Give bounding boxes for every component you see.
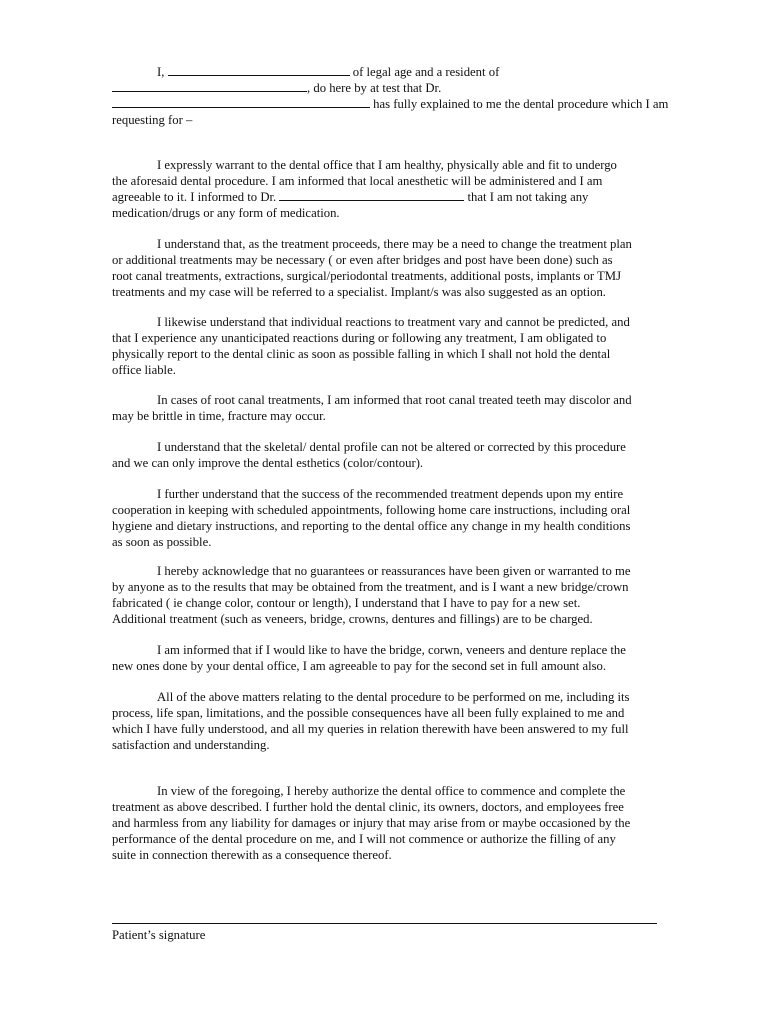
paragraph-text: I am informed that if I would like to have the bridge, corwn, veneers and denture replace the [157, 643, 626, 657]
paragraph-line [112, 268, 672, 284]
paragraph-text: medication/drugs or any form of medication. [112, 206, 340, 220]
intro-line-1 [112, 64, 672, 80]
paragraph-text: suite in connection therewith as a consequence thereof. [112, 848, 392, 862]
intro-line-2 [112, 80, 672, 96]
intro-text: has fully explained to me the dental procedure which I am [370, 97, 669, 111]
residence-blank[interactable] [112, 80, 307, 92]
intro-text: of legal age and a resident of [349, 65, 500, 79]
paragraph-text: cooperation in keeping with scheduled appointments, following home care instructions, including oral [112, 503, 631, 517]
paragraph-line [112, 236, 672, 252]
paragraph-text: or additional treatments may be necessary ( or even after bridges and post have been done) such as [112, 253, 613, 267]
paragraph-text: I expressly warrant to the dental office that I am healthy, physically able and fit to undergo [157, 158, 617, 172]
paragraph-line [112, 689, 672, 705]
paragraph-line [112, 502, 672, 518]
paragraph-line [112, 815, 672, 831]
paragraph-line [112, 284, 672, 300]
paragraph-text: the aforesaid dental procedure. I am informed that local anesthetic will be administered and I am [112, 174, 603, 188]
paragraph-line [112, 658, 672, 674]
paragraph-line [112, 563, 672, 579]
paragraph-line [112, 799, 672, 815]
intro-text: , do here by at test that Dr. [307, 81, 442, 95]
paragraph-text: performance of the dental procedure on me, and I will not commence or authorize the filling of any [112, 832, 616, 846]
paragraph-line [112, 518, 672, 534]
paragraph-text: fabricated ( ie change color, contour or length), I understand that I have to pay for a new set. [112, 596, 581, 610]
paragraph-text: may be brittle in time, fracture may occur. [112, 409, 326, 423]
paragraph-text: physically report to the dental clinic as soon as possible falling in which I shall not hold the dental [112, 347, 611, 361]
paragraph-line [112, 737, 672, 753]
intro-line-3 [112, 96, 672, 112]
paragraph-text: All of the above matters relating to the dental procedure to be performed on me, including its [157, 690, 630, 704]
paragraph-line [112, 783, 672, 799]
paragraph-line [112, 721, 672, 737]
patient-name-blank[interactable] [168, 64, 350, 76]
paragraph-text: Additional treatment (such as veneers, bridge, crowns, dentures and fillings) are to be charged. [112, 612, 593, 626]
paragraph-text: I understand that, as the treatment proceeds, there may be a need to change the treatment plan [157, 237, 632, 251]
signature-line[interactable] [112, 923, 657, 924]
paragraph-text: that I experience any unanticipated reactions during or following any treatment, I am obligated to [112, 331, 607, 345]
paragraph-text: that I am not taking any [464, 190, 589, 204]
informed-doctor-blank[interactable] [279, 189, 464, 201]
paragraph-text: satisfaction and understanding. [112, 738, 270, 752]
paragraph-text: by anyone as to the results that may be obtained from the treatment, and is I want a new bridge/crown [112, 580, 629, 594]
paragraph-text: root canal treatments, extractions, surgical/periodontal treatments, additional posts, implants or TMJ [112, 269, 622, 283]
paragraph-line [112, 189, 672, 205]
paragraph-line [112, 642, 672, 658]
paragraph-text: process, life span, limitations, and the possible consequences have all been fully explained to me and [112, 706, 625, 720]
paragraph-text: hygiene and dietary instructions, and reporting to the dental office any change in my health conditions [112, 519, 631, 533]
paragraph-line [112, 595, 672, 611]
paragraph-line [112, 252, 672, 268]
paragraph-line [112, 439, 672, 455]
paragraph-text: and we can only improve the dental esthetics (color/contour). [112, 456, 424, 470]
signature-label: Patient’s signature [112, 928, 206, 942]
paragraph-line [112, 314, 672, 330]
paragraph-line [112, 534, 672, 550]
paragraph-text: I hereby acknowledge that no guarantees or reassurances have been given or warranted to me [157, 564, 631, 578]
paragraph-line [112, 330, 672, 346]
paragraph-line [112, 173, 672, 189]
paragraph-line [112, 611, 672, 627]
paragraph-line [112, 408, 672, 424]
paragraph-text: and harmless from any liability for damages or injury that may arise from or maybe occasioned by the [112, 816, 631, 830]
intro-line-4 [112, 112, 672, 128]
doctor-name-blank[interactable] [112, 96, 370, 108]
intro-text: requesting for – [112, 113, 193, 127]
paragraph-text: I likewise understand that individual reactions to treatment vary and cannot be predicted, and [157, 315, 630, 329]
intro-text: I, [157, 65, 168, 79]
paragraph-line [112, 455, 672, 471]
paragraph-line [112, 705, 672, 721]
paragraph-text: as soon as possible. [112, 535, 212, 549]
paragraph-line [112, 205, 672, 221]
paragraph-text: I understand that the skeletal/ dental profile can not be altered or corrected by this procedure [157, 440, 626, 454]
paragraph-line [112, 486, 672, 502]
paragraph-text: In cases of root canal treatments, I am informed that root canal treated teeth may discolor and [157, 393, 632, 407]
paragraph-text: treatments and my case will be referred to a specialist. Implant/s was also suggested as an option. [112, 285, 606, 299]
paragraph-text: agreeable to it. I informed to Dr. [112, 190, 280, 204]
paragraph-line [112, 362, 672, 378]
paragraph-line [112, 346, 672, 362]
paragraph-line [112, 831, 672, 847]
paragraph-text: treatment as above described. I further hold the dental clinic, its owners, doctors, and employees free [112, 800, 624, 814]
paragraph-line [112, 392, 672, 408]
paragraph-line [112, 157, 672, 173]
paragraph-text: In view of the foregoing, I hereby authorize the dental office to commence and complete the [157, 784, 626, 798]
paragraph-text: new ones done by your dental office, I am agreeable to pay for the second set in full amount also. [112, 659, 607, 673]
paragraph-line [112, 579, 672, 595]
paragraph-text: which I have fully understood, and all my queries in relation therewith have been answered to my full [112, 722, 629, 736]
paragraph-text: I further understand that the success of the recommended treatment depends upon my entire [157, 487, 624, 501]
paragraph-text: office liable. [112, 363, 176, 377]
paragraph-line [112, 847, 672, 863]
